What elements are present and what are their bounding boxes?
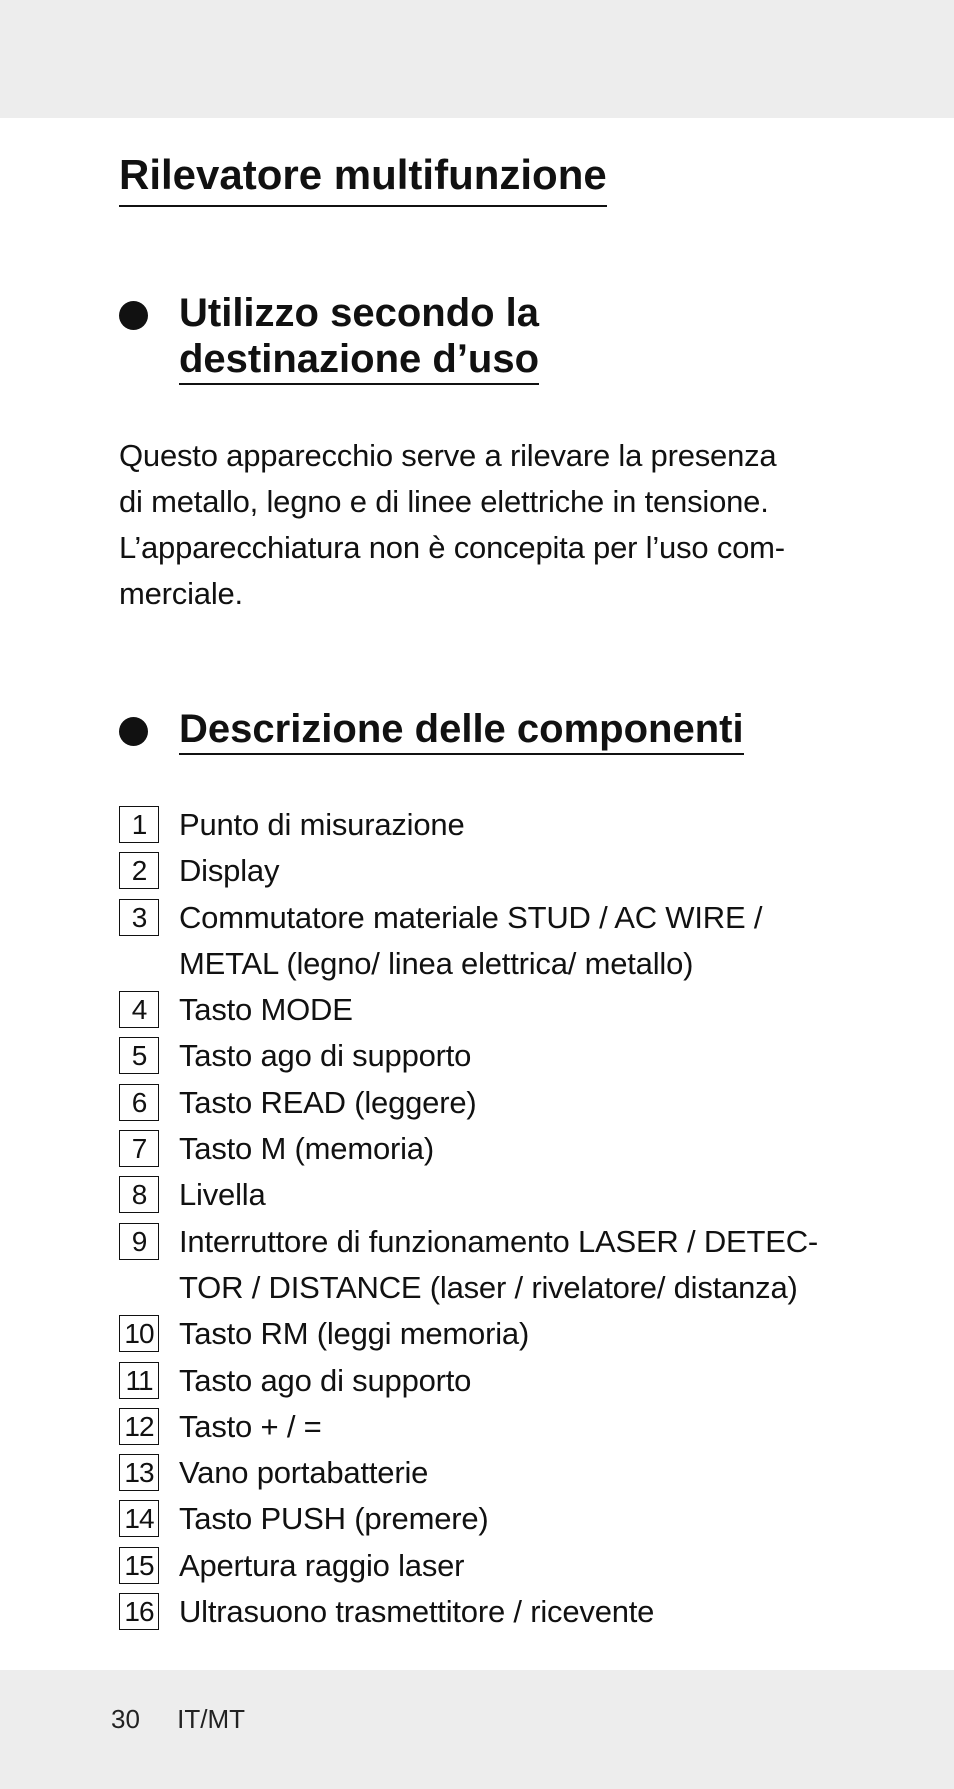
item-label [179, 1358, 859, 1404]
item-label-line: Tasto ago di supporto [179, 1362, 472, 1398]
item-label-line: Punto di misurazione [179, 807, 465, 842]
item-label-line: Vano portabatterie [179, 1455, 429, 1491]
list-item [119, 1404, 859, 1450]
language-code: IT/MT [177, 1704, 246, 1734]
item-number-box: 11 [119, 1362, 159, 1399]
item-label [179, 802, 859, 848]
item-label-line: Tasto ago di supporto [179, 1038, 472, 1074]
list-item [119, 1126, 859, 1172]
item-label-line: TOR / DISTANCE (laser / rivelatore/ distanza) [179, 1269, 798, 1305]
list-item [119, 848, 859, 894]
list-item [119, 1033, 859, 1079]
item-number-box: 7 [119, 1130, 159, 1167]
page-footer [111, 1700, 245, 1738]
list-item [119, 895, 859, 988]
item-label [179, 1126, 859, 1172]
components-list [119, 802, 859, 1635]
item-number-box: 9 [119, 1223, 159, 1260]
section-heading: Descrizione delle componenti [179, 706, 744, 755]
item-number-box: 15 [119, 1547, 159, 1584]
item-label-line: Display [179, 853, 280, 889]
item-label [179, 1172, 859, 1218]
item-label [179, 895, 859, 988]
list-item [119, 1496, 859, 1542]
page-title: Rilevatore multifunzione [119, 146, 607, 207]
section-heading [179, 290, 539, 385]
item-label [179, 1589, 859, 1635]
item-label-line: Tasto M (memoria) [179, 1131, 434, 1167]
item-number-box: 8 [119, 1176, 159, 1213]
list-item [119, 1219, 859, 1312]
item-label-line: METAL (legno/ linea elettrica/ metallo) [179, 945, 694, 981]
list-item [119, 1358, 859, 1404]
item-number-box: 1 [119, 806, 159, 843]
item-number-box: 16 [119, 1593, 159, 1630]
page-number: 30 [111, 1704, 140, 1734]
item-label [179, 1496, 859, 1542]
list-item [119, 1080, 859, 1126]
item-label [179, 987, 859, 1033]
item-label-line: Tasto READ (leggere) [179, 1084, 477, 1120]
item-label-line: Interruttore di funzionamento LASER / DETEC- [179, 1223, 819, 1259]
item-label-line: Livella [179, 1177, 266, 1213]
list-item [119, 802, 859, 848]
item-label [179, 1080, 859, 1126]
list-item [119, 1172, 859, 1218]
item-label-line: Commutatore materiale STUD / AC WIRE / [179, 899, 763, 935]
item-number-box: 13 [119, 1454, 159, 1491]
list-item [119, 1311, 859, 1357]
item-label [179, 1311, 859, 1357]
item-number-box: 6 [119, 1084, 159, 1121]
item-label-line: Ultrasuono trasmettitore / ricevente [179, 1594, 655, 1630]
list-item [119, 987, 859, 1033]
item-number-box: 3 [119, 899, 159, 936]
item-label [179, 848, 859, 894]
item-number-box: 12 [119, 1408, 159, 1445]
heading-line: Utilizzo secondo la [179, 291, 540, 335]
item-label-line: Tasto RM (leggi memoria) [179, 1316, 530, 1352]
list-item [119, 1589, 859, 1635]
paragraph-line: merciale. [119, 576, 243, 611]
bullet-icon [119, 301, 148, 330]
item-number-box: 5 [119, 1037, 159, 1074]
item-number-box: 4 [119, 991, 159, 1028]
item-label-line: Tasto PUSH (premere) [179, 1501, 489, 1537]
intended-use-paragraph [119, 433, 839, 617]
list-item [119, 1543, 859, 1589]
paragraph-line: Questo apparecchio serve a rilevare la presenza [119, 438, 777, 473]
item-label [179, 1033, 859, 1079]
item-label-line: Tasto + / = [179, 1408, 322, 1444]
list-item [119, 1450, 859, 1496]
paragraph-line: L’apparecchiatura non è concepita per l’uso com- [119, 530, 785, 565]
item-label [179, 1404, 859, 1450]
item-number-box: 2 [119, 852, 159, 889]
item-label [179, 1450, 859, 1496]
item-label [179, 1219, 859, 1312]
item-label-line: Tasto MODE [179, 992, 353, 1028]
paragraph-line: di metallo, legno e di linee elettriche in tensione. [119, 484, 769, 519]
item-label-line: Apertura raggio laser [179, 1547, 465, 1583]
item-number-box: 10 [119, 1315, 159, 1352]
heading-line: destinazione d’uso [179, 337, 540, 381]
header-band [0, 0, 954, 118]
item-number-box: 14 [119, 1500, 159, 1537]
item-label [179, 1543, 859, 1589]
bullet-icon [119, 717, 148, 746]
